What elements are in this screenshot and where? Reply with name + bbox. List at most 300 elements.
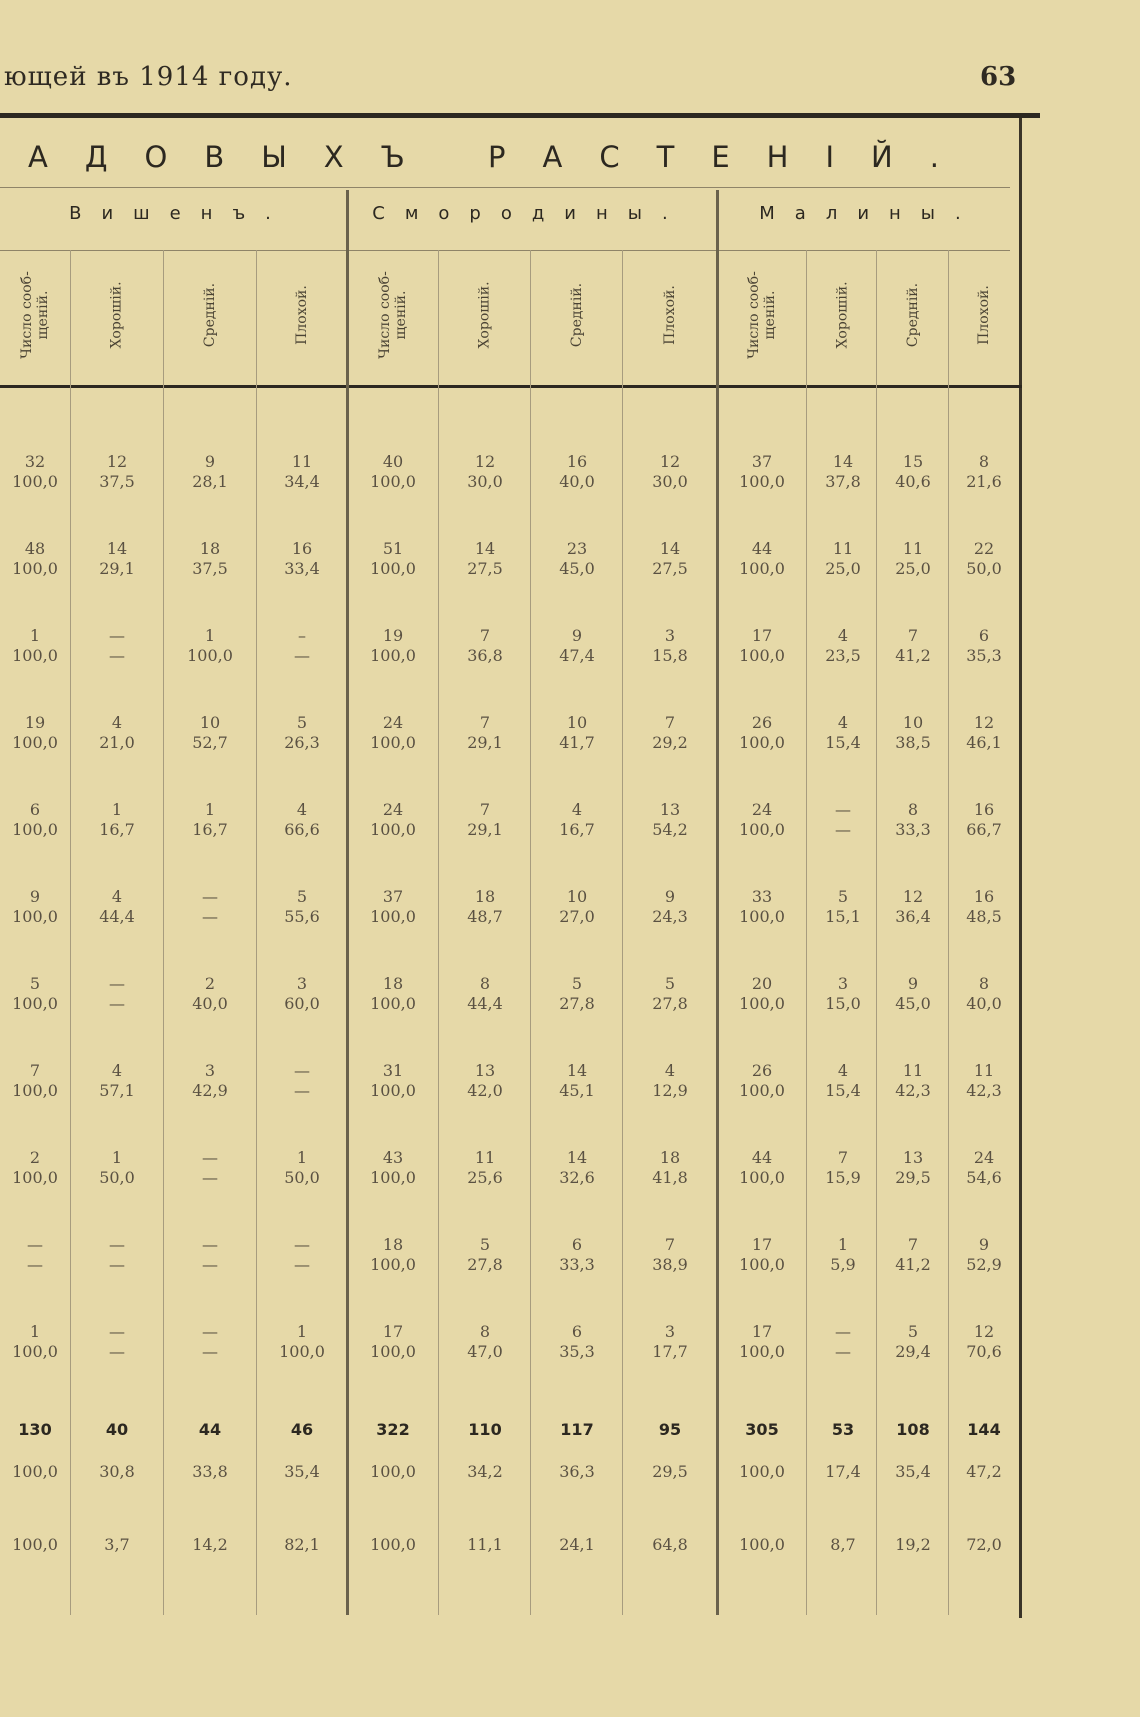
cell-percent: 24,3 [652, 907, 688, 926]
table-cell [718, 1322, 806, 1362]
table-cell [878, 452, 948, 492]
cell-count: 48 [24, 539, 46, 558]
cell-percent: 24,1 [559, 1535, 595, 1554]
cell-count: 7 [479, 713, 491, 732]
table-cell [72, 1235, 162, 1275]
cell-count: 8 [479, 1322, 491, 1341]
table-cell [532, 713, 622, 753]
table-cell [348, 1235, 438, 1275]
cell-percent: 100,0 [12, 1535, 58, 1554]
column-divider [163, 250, 164, 1615]
cell-count: 7 [907, 626, 919, 645]
cell-count: 17 [751, 1235, 773, 1254]
column-divider [256, 250, 257, 1615]
cell-percent: 27,0 [559, 907, 595, 926]
table-cell [258, 974, 346, 1014]
cell-percent: 27,8 [467, 1255, 503, 1274]
table-cell [878, 1061, 948, 1101]
table-cell [0, 452, 70, 492]
cell-count: — [109, 626, 125, 645]
cell-percent: 8,7 [830, 1535, 856, 1554]
column-header [72, 250, 162, 380]
column-header-label: Число сооб- щенiй. [746, 271, 778, 359]
cell-percent: 25,0 [895, 559, 931, 578]
cell-count: 32 [24, 452, 46, 471]
cell-count: 5 [837, 887, 849, 906]
table-cell [718, 800, 806, 840]
summary-percent-cell [258, 1535, 346, 1555]
cell-count: 20 [751, 974, 773, 993]
total-count-cell [258, 1420, 346, 1440]
table-cell [950, 713, 1018, 753]
column-header-label: Хорошiй. [477, 281, 493, 349]
cell-count: 305 [745, 1420, 779, 1439]
cell-percent: 36,8 [467, 646, 503, 665]
cell-count: 13 [902, 1148, 924, 1167]
cell-count: — [835, 800, 851, 819]
cell-count: 1 [296, 1322, 308, 1341]
cell-count: 16 [566, 452, 588, 471]
cell-percent: 64,8 [652, 1535, 688, 1554]
cell-count: 33 [751, 887, 773, 906]
table-cell [808, 713, 878, 753]
cell-percent: 37,5 [99, 472, 135, 491]
cell-count: 4 [296, 800, 308, 819]
table-cell [950, 1235, 1018, 1275]
total-percent-cell [165, 1462, 255, 1482]
column-header [348, 250, 438, 380]
cell-count: 14 [106, 539, 128, 558]
table-cell [440, 626, 530, 666]
table-cell [0, 539, 70, 579]
cell-count: 10 [199, 713, 221, 732]
cell-percent: 47,0 [467, 1342, 503, 1361]
table-cell [440, 1148, 530, 1188]
cell-count: 1 [29, 1322, 41, 1341]
table-cell [532, 1235, 622, 1275]
total-count-cell [878, 1420, 948, 1440]
table-cell [532, 539, 622, 579]
column-header-label: Число сооб- щенiй. [377, 271, 409, 359]
cell-percent: 17,7 [652, 1342, 688, 1361]
cell-count: 22 [973, 539, 995, 558]
cell-count: 7 [907, 1235, 919, 1254]
cell-count: 3 [204, 1061, 216, 1080]
column-divider [530, 250, 531, 1615]
table-cell [348, 1322, 438, 1362]
cell-percent: 44,4 [467, 994, 503, 1013]
cell-percent: 21,6 [966, 472, 1002, 491]
cell-count: 18 [659, 1148, 681, 1167]
cell-percent: 40,0 [192, 994, 228, 1013]
cell-count: — [109, 1322, 125, 1341]
cell-count: 11 [291, 452, 313, 471]
cell-count: 108 [896, 1420, 930, 1439]
table-cell [718, 1235, 806, 1275]
table-cell [878, 800, 948, 840]
table-cell [532, 1148, 622, 1188]
cell-count: 144 [967, 1420, 1001, 1439]
column-header-label: Хорошiй. [109, 281, 125, 349]
table-cell [718, 974, 806, 1014]
cell-percent: 14,2 [192, 1535, 228, 1554]
column-header [808, 250, 878, 380]
cell-percent: — [109, 1342, 125, 1361]
table-cell [878, 1322, 948, 1362]
cell-percent: 30,0 [467, 472, 503, 491]
column-header [878, 250, 948, 380]
cell-percent: 35,3 [966, 646, 1002, 665]
table-cell [808, 452, 878, 492]
table-cell [440, 1235, 530, 1275]
table-cell [532, 1061, 622, 1101]
total-count-cell [440, 1420, 530, 1440]
cell-percent: — [202, 1168, 218, 1187]
cell-percent: 100,0 [12, 646, 58, 665]
cell-percent: 3,7 [104, 1535, 130, 1554]
cell-count: 11 [902, 539, 924, 558]
table-cell [808, 1322, 878, 1362]
cell-count: — [202, 1235, 218, 1254]
cell-percent: 15,4 [825, 1081, 861, 1100]
cell-percent: 38,9 [652, 1255, 688, 1274]
cell-count: 18 [382, 974, 404, 993]
cell-percent: 21,0 [99, 733, 135, 752]
table-cell [72, 539, 162, 579]
cell-count: 2 [29, 1148, 41, 1167]
table-cell [624, 887, 716, 927]
cell-percent: — [835, 1342, 851, 1361]
table-cell [72, 1322, 162, 1362]
cell-percent: 100,0 [739, 646, 785, 665]
cell-percent: 27,8 [652, 994, 688, 1013]
cell-percent: 100,0 [370, 472, 416, 491]
cell-percent: 42,3 [895, 1081, 931, 1100]
cell-count: 18 [474, 887, 496, 906]
cell-percent: — [294, 1081, 310, 1100]
cell-count: 6 [571, 1322, 583, 1341]
header-bottom-rule [0, 385, 1022, 388]
table-cell [72, 887, 162, 927]
table-cell [808, 887, 878, 927]
cell-count: — [202, 1322, 218, 1341]
total-count-cell [532, 1420, 622, 1440]
cell-count: 3 [664, 626, 676, 645]
table-cell [165, 974, 255, 1014]
cell-percent: — [27, 1255, 43, 1274]
cell-percent: 100,0 [739, 1342, 785, 1361]
cell-count: 95 [658, 1420, 682, 1439]
cell-percent: 16,7 [99, 820, 135, 839]
table-cell [165, 626, 255, 666]
cell-percent: 100,0 [739, 1535, 785, 1554]
cell-percent: 41,2 [895, 646, 931, 665]
column-header-label: Хорошiй. [835, 281, 851, 349]
table-cell [624, 539, 716, 579]
table-cell [258, 800, 346, 840]
cell-count: 40 [382, 452, 404, 471]
cell-count: 4 [837, 1061, 849, 1080]
cell-percent: 41,7 [559, 733, 595, 752]
cell-percent: 50,0 [284, 1168, 320, 1187]
total-percent-cell [624, 1462, 716, 1482]
table-cell [440, 713, 530, 753]
cell-percent: 100,0 [12, 1168, 58, 1187]
cell-count: 11 [902, 1061, 924, 1080]
cell-percent: 37,8 [825, 472, 861, 491]
summary-percent-cell [950, 1535, 1018, 1555]
cell-percent: 100,0 [370, 559, 416, 578]
table-cell [72, 626, 162, 666]
cell-count: 9 [29, 887, 41, 906]
table-cell [532, 626, 622, 666]
cell-percent: 50,0 [966, 559, 1002, 578]
table-cell [165, 800, 255, 840]
table-cell [808, 800, 878, 840]
cell-percent: 15,4 [825, 733, 861, 752]
cell-count: 6 [978, 626, 990, 645]
table-cell [348, 626, 438, 666]
cell-count: 24 [382, 713, 404, 732]
cell-count: 5 [907, 1322, 919, 1341]
cell-percent: 37,5 [192, 559, 228, 578]
table-cell [950, 1322, 1018, 1362]
table-cell [624, 974, 716, 1014]
cell-percent: 12,9 [652, 1081, 688, 1100]
cell-percent: 47,2 [966, 1462, 1002, 1481]
cell-count: 1 [29, 626, 41, 645]
cell-percent: — [294, 646, 310, 665]
table-cell [165, 1235, 255, 1275]
cell-count: 16 [973, 887, 995, 906]
cell-count: 7 [29, 1061, 41, 1080]
table-cell [258, 539, 346, 579]
cell-count: 4 [111, 887, 123, 906]
total-percent-cell [808, 1462, 878, 1482]
cell-count: 11 [973, 1061, 995, 1080]
table-cell [950, 800, 1018, 840]
table-cell [950, 887, 1018, 927]
cell-count: 37 [751, 452, 773, 471]
column-header [624, 250, 716, 380]
cell-percent: 30,8 [99, 1462, 135, 1481]
cell-count: 5 [29, 974, 41, 993]
table-cell [624, 1061, 716, 1101]
table-cell [950, 626, 1018, 666]
cell-percent: 15,9 [825, 1168, 861, 1187]
cell-percent: 28,1 [192, 472, 228, 491]
cell-count: 7 [664, 713, 676, 732]
table-cell [348, 1061, 438, 1101]
cell-percent: 40,0 [966, 994, 1002, 1013]
cell-count: 31 [382, 1061, 404, 1080]
cell-count: 46 [290, 1420, 314, 1439]
cell-count: 1 [111, 1148, 123, 1167]
cell-count: 5 [296, 713, 308, 732]
table-cell [72, 452, 162, 492]
cell-percent: 100,0 [187, 646, 233, 665]
cell-count: 40 [105, 1420, 129, 1439]
table-cell [624, 1235, 716, 1275]
table-cell [258, 887, 346, 927]
cell-percent: 100,0 [12, 907, 58, 926]
group-head-raspberries: Малины. [759, 203, 981, 224]
table-cell [72, 713, 162, 753]
cell-count: 5 [296, 887, 308, 906]
cell-count: 11 [474, 1148, 496, 1167]
cell-count: 4 [664, 1061, 676, 1080]
table-cell [718, 452, 806, 492]
table-cell [624, 800, 716, 840]
column-header [165, 250, 255, 380]
cell-percent: 55,6 [284, 907, 320, 926]
cell-percent: 27,5 [652, 559, 688, 578]
cell-percent: 41,2 [895, 1255, 931, 1274]
cell-percent: 100,0 [279, 1342, 325, 1361]
cell-percent: 66,7 [966, 820, 1002, 839]
column-header-label: Среднiй. [201, 282, 218, 348]
cell-count: 44 [751, 1148, 773, 1167]
table-cell [718, 887, 806, 927]
cell-percent: 100,0 [12, 472, 58, 491]
cell-percent: 100,0 [370, 1462, 416, 1481]
table-cell [808, 626, 878, 666]
cell-count: 1 [837, 1235, 849, 1254]
cell-percent: 100,0 [739, 1462, 785, 1481]
table-cell [718, 713, 806, 753]
cell-percent: 100,0 [739, 1081, 785, 1100]
cell-count: 130 [18, 1420, 52, 1439]
cell-percent: 50,0 [99, 1168, 135, 1187]
cell-percent: 82,1 [284, 1535, 320, 1554]
table-cell [718, 539, 806, 579]
cell-percent: 42,0 [467, 1081, 503, 1100]
cell-count: 2 [204, 974, 216, 993]
column-header [440, 250, 530, 380]
cell-count: 322 [376, 1420, 410, 1439]
cell-count: 44 [751, 539, 773, 558]
total-percent-cell [532, 1462, 622, 1482]
table-cell [72, 1061, 162, 1101]
cell-count: 10 [566, 887, 588, 906]
cell-count: 11 [832, 539, 854, 558]
cell-count: — [109, 974, 125, 993]
cell-percent: 34,4 [284, 472, 320, 491]
cell-count: 7 [837, 1148, 849, 1167]
cell-percent: 100,0 [370, 907, 416, 926]
cell-count: 117 [560, 1420, 594, 1439]
cell-percent: 29,4 [895, 1342, 931, 1361]
cell-percent: 33,4 [284, 559, 320, 578]
table-cell [165, 887, 255, 927]
cell-percent: 52,7 [192, 733, 228, 752]
table-title: АДОВЫХЪ РАСТЕНIЙ. [28, 140, 976, 174]
cell-percent: — [109, 646, 125, 665]
cell-count: 12 [902, 887, 924, 906]
cell-count: 14 [566, 1061, 588, 1080]
table-cell [440, 974, 530, 1014]
summary-percent-cell [165, 1535, 255, 1555]
cell-percent: 42,3 [966, 1081, 1002, 1100]
total-count-cell [72, 1420, 162, 1440]
cell-percent: 33,8 [192, 1462, 228, 1481]
cell-count: 1 [204, 800, 216, 819]
cell-count: 16 [291, 539, 313, 558]
cell-percent: — [109, 1255, 125, 1274]
table-cell [808, 1061, 878, 1101]
cell-percent: 29,5 [895, 1168, 931, 1187]
cell-percent: 11,1 [467, 1535, 503, 1554]
cell-percent: 36,4 [895, 907, 931, 926]
table-cell [0, 1235, 70, 1275]
cell-count: — [294, 1061, 310, 1080]
table-cell [348, 1148, 438, 1188]
cell-percent: 5,9 [830, 1255, 856, 1274]
cell-percent: 48,7 [467, 907, 503, 926]
table-cell [348, 452, 438, 492]
cell-percent: 19,2 [895, 1535, 931, 1554]
column-header [258, 250, 346, 380]
cell-count: 3 [664, 1322, 676, 1341]
cell-count: 4 [111, 1061, 123, 1080]
total-percent-cell [0, 1462, 70, 1482]
column-divider [806, 250, 807, 1615]
cell-percent: 45,1 [559, 1081, 595, 1100]
cell-percent: 72,0 [966, 1535, 1002, 1554]
table-cell [808, 539, 878, 579]
cell-count: 17 [382, 1322, 404, 1341]
cell-count: 53 [831, 1420, 855, 1439]
cell-count: 110 [468, 1420, 502, 1439]
cell-percent: 32,6 [559, 1168, 595, 1187]
running-head: ющей въ 1914 году. [4, 62, 293, 92]
cell-percent: 29,1 [467, 733, 503, 752]
cell-percent: 48,5 [966, 907, 1002, 926]
table-cell [718, 1061, 806, 1101]
table-cell [532, 1322, 622, 1362]
title-divider [0, 187, 1010, 188]
cell-count: 14 [832, 452, 854, 471]
table-cell [950, 974, 1018, 1014]
cell-count: 12 [973, 1322, 995, 1341]
table-cell [624, 713, 716, 753]
total-count-cell [718, 1420, 806, 1440]
cell-percent: 30,0 [652, 472, 688, 491]
cell-count: 6 [571, 1235, 583, 1254]
cell-percent: 100,0 [739, 1255, 785, 1274]
table-cell [165, 1061, 255, 1101]
table-cell [878, 539, 948, 579]
cell-count: 12 [659, 452, 681, 471]
cell-count: 19 [382, 626, 404, 645]
column-header [532, 250, 622, 380]
table-cell [0, 1322, 70, 1362]
table-cell [440, 887, 530, 927]
cell-percent: 23,5 [825, 646, 861, 665]
cell-count: 8 [907, 800, 919, 819]
total-count-cell [624, 1420, 716, 1440]
table-cell [165, 1148, 255, 1188]
table-cell [72, 974, 162, 1014]
cell-count: — [202, 1148, 218, 1167]
column-divider [948, 250, 949, 1615]
total-count-cell [950, 1420, 1018, 1440]
total-percent-cell [718, 1462, 806, 1482]
table-cell [258, 1061, 346, 1101]
table-cell [72, 800, 162, 840]
cell-percent: — [835, 820, 851, 839]
cell-percent: 34,2 [467, 1462, 503, 1481]
